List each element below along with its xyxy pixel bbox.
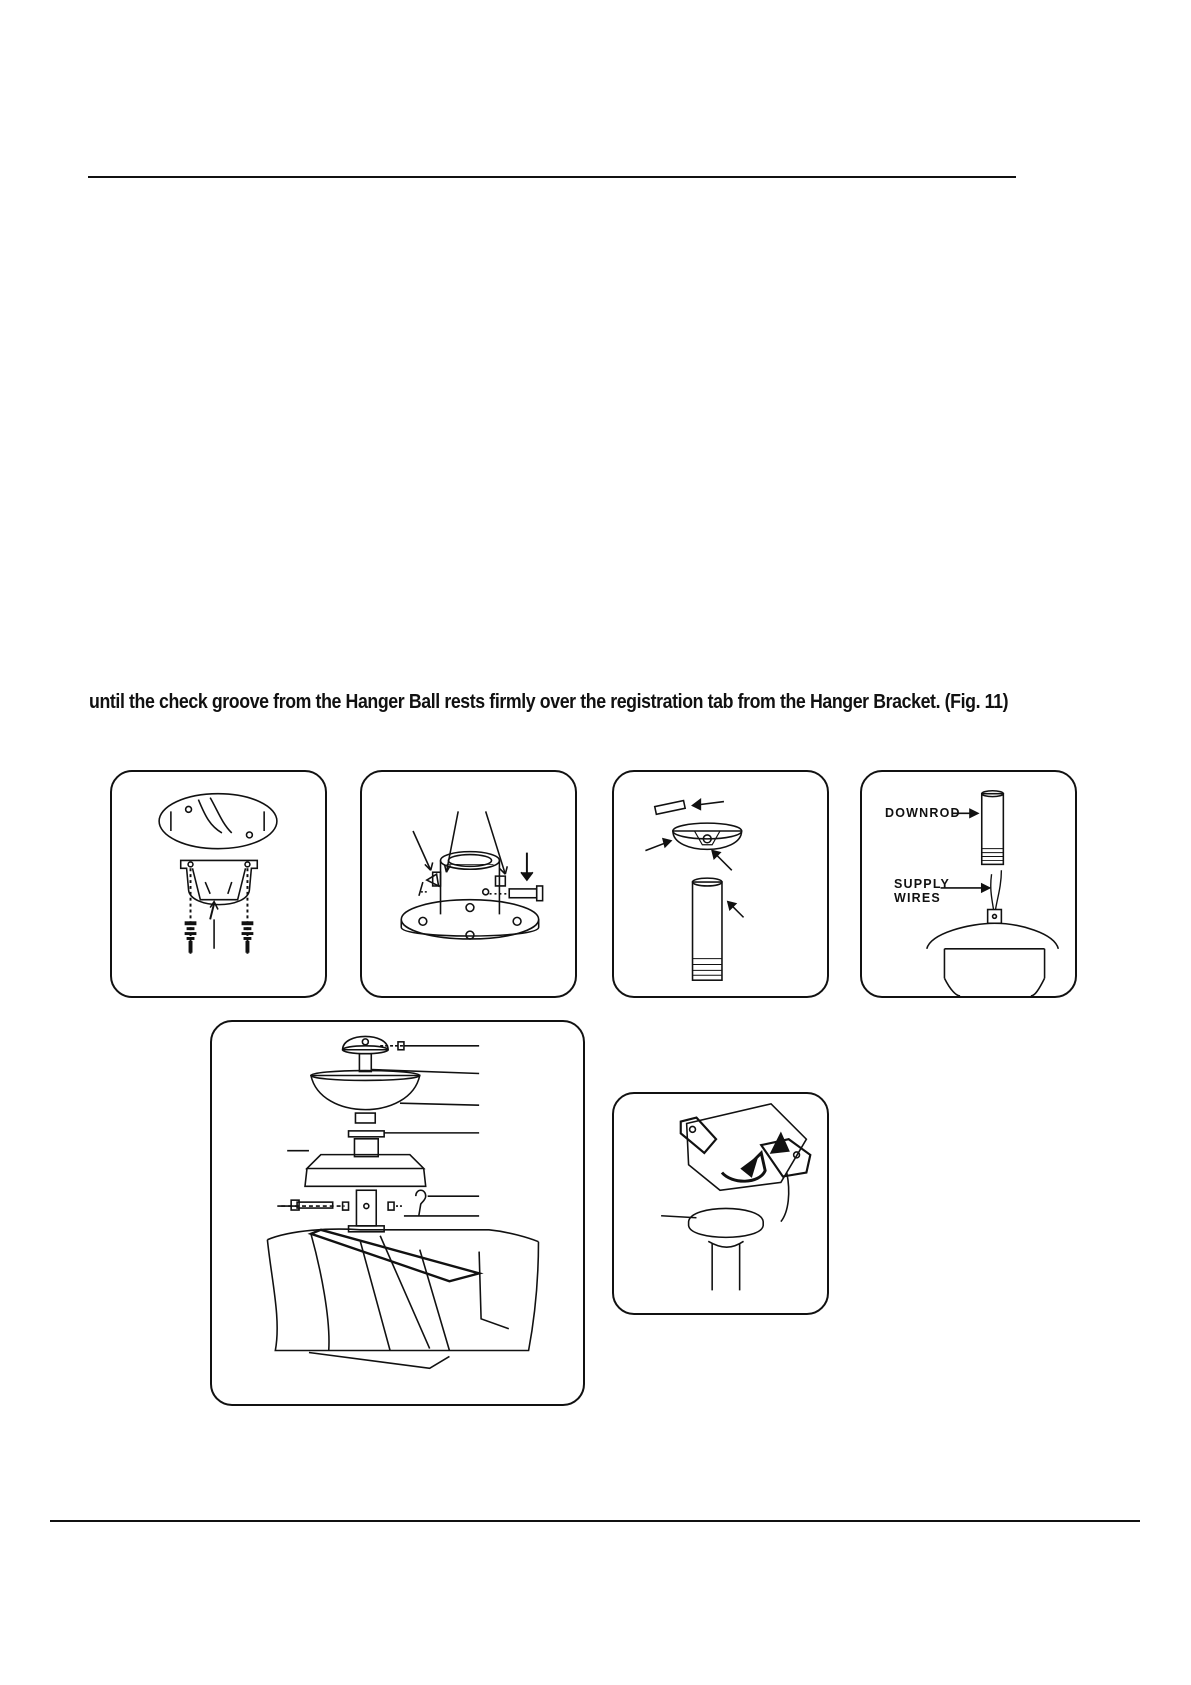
canopy-collar-figure xyxy=(360,770,577,998)
hanger-ball-seating-figure xyxy=(612,1092,829,1315)
fan-assembly-exploded-figure xyxy=(210,1020,585,1406)
supply-wires-label-line1: SUPPLY xyxy=(894,877,951,891)
footer-rule xyxy=(50,1520,1140,1522)
supply-wires-label-line2: WIRES xyxy=(894,891,941,905)
hanger-ball-downrod-figure xyxy=(612,770,829,998)
instruction-text: until the check groove from the Hanger Ball rests firmly over the registration tab from the Hanger Bracket. (Fig. 11) xyxy=(89,690,1009,713)
header-rule xyxy=(88,176,1016,178)
hanger-bracket-mounting-figure xyxy=(110,770,327,998)
downrod-label: DOWNROD xyxy=(885,806,961,820)
supply-wires-figure xyxy=(860,770,1077,998)
